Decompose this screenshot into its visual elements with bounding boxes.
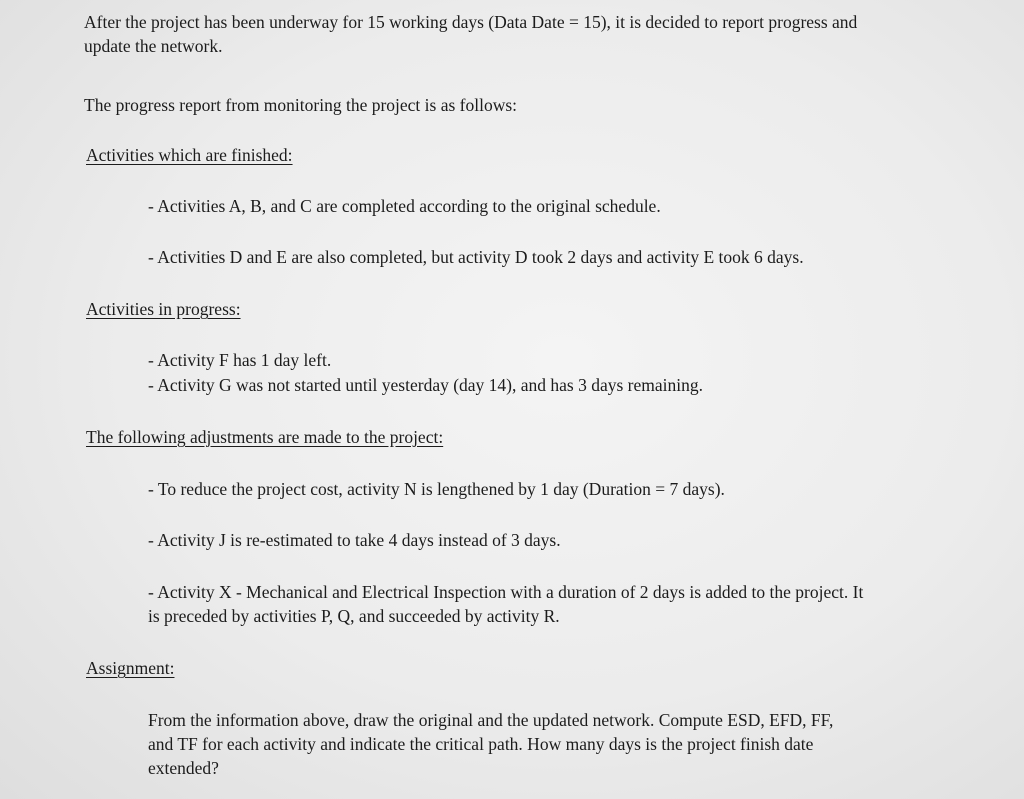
intro-line-1: After the project has been underway for 15 working days (Data Date = 15), it is decided to report progress and	[84, 12, 858, 32]
adjustment-item-1: - To reduce the project cost, activity N is lengthened by 1 day (Duration = 7 days).	[148, 479, 725, 499]
progress-intro: The progress report from monitoring the project is as follows:	[84, 95, 518, 115]
finished-item-2: - Activities D and E are also completed, but activity D took 2 days and activity E took 6 days.	[148, 247, 804, 267]
in-progress-heading: Activities in progress:	[86, 299, 241, 319]
adjustment-item-2: - Activity J is re-estimated to take 4 days instead of 3 days.	[148, 530, 561, 550]
assignment-heading: Assignment:	[86, 658, 175, 678]
in-progress-item-2: - Activity G was not started until yesterday (day 14), and has 3 days remaining.	[148, 375, 704, 395]
assignment-line-1: From the information above, draw the original and the updated network. Compute ESD, EFD, FF,	[148, 710, 834, 730]
intro-line-2: update the network.	[84, 36, 223, 56]
intro-paragraph	[84, 10, 857, 58]
adjustment-item-3-line-2: is preceded by activities P, Q, and succeeded by activity R.	[148, 606, 560, 626]
in-progress-item-1: - Activity F has 1 day left.	[148, 350, 332, 370]
finished-item-1: - Activities A, B, and C are completed according to the original schedule.	[148, 196, 661, 216]
assignment-line-3: extended?	[148, 758, 219, 778]
adjustment-item-3	[148, 580, 863, 628]
assignment-line-2: and TF for each activity and indicate the critical path. How many days is the project finish date	[148, 734, 814, 754]
adjustment-item-3-line-1: - Activity X - Mechanical and Electrical Inspection with a duration of 2 days is added to the project. It	[148, 582, 864, 602]
adjustments-heading: The following adjustments are made to the project:	[86, 427, 444, 447]
assignment-paragraph	[148, 708, 833, 780]
finished-heading: Activities which are finished:	[86, 145, 293, 165]
